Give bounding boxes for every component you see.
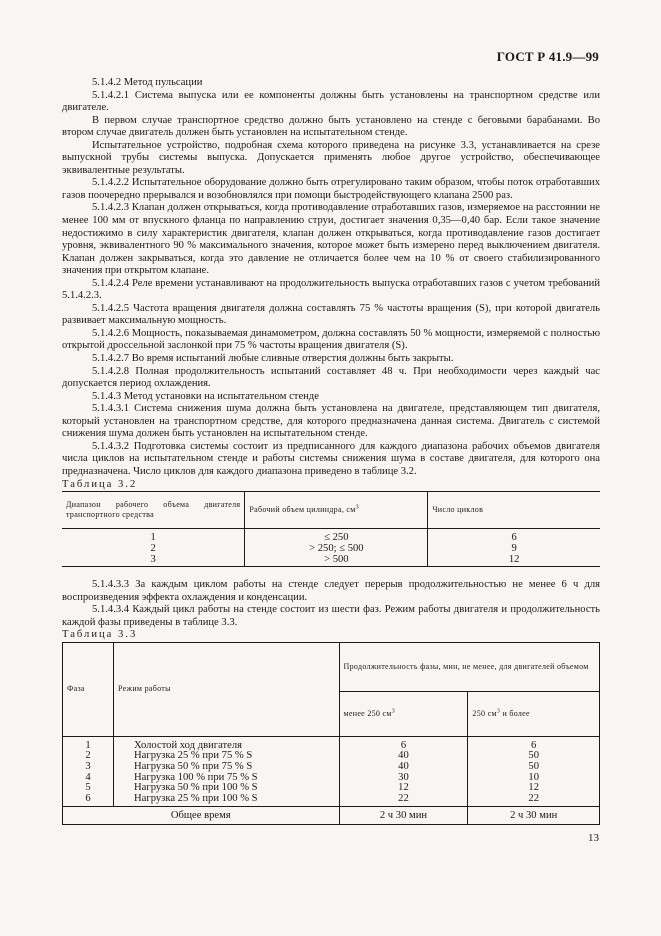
section-heading: 5.1.4.2 Метод пульсации [92, 77, 203, 88]
paragraph: 5.1.4.3.4 Каждый цикл работы на стенде состоит из шести фаз. Режим работы двигателя и продолжительность каждой фазы приведены в таблице 3.3. [62, 604, 600, 628]
table-cell: 10 [468, 773, 600, 784]
paragraph: 5.1.4.3.1 Система снижения шума должна быть установлена на двигателе, представляющем тип двигателя, который установлен на транспортном средстве, для которого предназначена данная система. Двигатель с системой снижения шума должен быть установлен на испытательном стенде. [62, 403, 600, 440]
table-cell: 50 [468, 762, 600, 773]
table-cell: 2 [62, 543, 245, 554]
table-cell: 1 [62, 529, 245, 544]
paragraph: 5.1.4.2.1 Система выпуска или ее компоненты должны быть установлены на транспортном средстве или двигателе. [62, 89, 600, 114]
table-row [62, 554, 600, 567]
table-cell: 4 [63, 773, 114, 784]
column-header: Рабочий объем цилиндра, $см^3$ [245, 492, 428, 529]
table-cell: 3 [63, 762, 114, 773]
table-row [62, 529, 600, 544]
table-header-row [63, 642, 600, 691]
table-total-row [63, 807, 600, 825]
document-code: ГОСТ Р 41.9—99 [496, 49, 599, 64]
table-cell: > 250; ≤ 500 [245, 543, 428, 554]
table-cell: Нагрузка 50 % при 100 % S [114, 783, 340, 794]
table-row [63, 736, 600, 751]
table-caption: Таблица 3.3 [62, 629, 138, 641]
table-cell: ≤ 250 [245, 529, 428, 544]
table-cell: Нагрузка 25 % при 100 % S [114, 794, 340, 807]
table-cell: 22 [339, 794, 468, 807]
paragraph: В первом случае транспортное средство должно быть установлено на стенде с беговыми барабанами. Во втором случае двигатель должен быть установлен на испытательном стенде. [62, 114, 600, 139]
paragraph: Испытательное устройство, подробная схема которого приведена на рисунке 3.3, устанавливается на срезе выпускной трубы системы выпуска. Допускается применять любое другое устройство, обеспечивающее эквивалентные результаты. [62, 139, 600, 176]
table-cell: 2 ч 30 мин [339, 807, 468, 825]
table-cell: 6 [468, 736, 600, 751]
table-3-3 [62, 642, 600, 826]
paragraph: 5.1.4.2.2 Испытательное оборудование должно быть отрегулировано таким образом, чтобы поток отработавших газов поочередно прерывался и возобновлялся при помощи быстродействующего клапана 2500 раз. [62, 177, 600, 201]
table-cell: 1 [63, 736, 114, 751]
table-cell: 6 [428, 529, 600, 544]
table-cell: 12 [428, 554, 600, 567]
table-row [62, 543, 600, 554]
section-heading: 5.1.4.3 Метод установки на испытательном стенде [92, 390, 319, 402]
table-cell: Нагрузка 25 % при 75 % S [114, 751, 340, 762]
table-cell: 5 [63, 783, 114, 794]
column-header: Продолжительность фазы, мин, не менее, для двигателей объемом [339, 642, 599, 691]
table-cell: 30 [339, 773, 468, 784]
table-cell: Холостой ход двигателя [114, 736, 340, 751]
column-header: 250 $см^3$ и более [468, 691, 600, 736]
paragraph: 5.1.4.2.6 Мощность, показываемая динамометром, должна составлять 50 % мощности, измеряемой с полностью открытой дроссельной заслонкой при 75 % частоты вращения двигателя (S). [62, 327, 600, 352]
page-body [62, 77, 600, 825]
table-row [63, 762, 600, 773]
table-cell: 40 [339, 751, 468, 762]
table-cell: 22 [468, 794, 600, 807]
table-cell: 6 [63, 794, 114, 807]
paragraph: 5.1.4.3.2 Подготовка системы состоит из предписанного для каждого диапазона рабочих объемов двигателя числа циклов на испытательном стенде и работы системы снижения шума в составе двигателя, для которого она предназначена. Число циклов для каждого диапазона приведено в таблице 3.2. [62, 440, 600, 477]
column-header: менее 250 $см^3$ [339, 691, 468, 736]
table-row [63, 794, 600, 807]
table-cell: 2 [63, 751, 114, 762]
table-3-2 [62, 491, 600, 567]
table-cell: 3 [62, 554, 245, 567]
table-cell: 6 [339, 736, 468, 751]
table-cell: 2 ч 30 мин [468, 807, 600, 825]
table-cell: 12 [339, 783, 468, 794]
paragraph: 5.1.4.2.7 Во время испытаний любые сливные отверстия должны быть закрыты. [92, 353, 454, 365]
table-cell: Нагрузка 100 % при 75 % S [114, 773, 340, 784]
column-header: Диапазон рабочего объема двигателя транспортного средства [62, 492, 245, 529]
table-cell: > 500 [245, 554, 428, 567]
table-caption: Таблица 3.2 [62, 478, 138, 490]
total-label: Общее время [63, 807, 340, 825]
column-header: Фаза [63, 642, 114, 736]
table-cell: 40 [339, 762, 468, 773]
table-cell: 9 [428, 543, 600, 554]
column-header: Число циклов [428, 492, 600, 529]
paragraph: 5.1.4.3.3 За каждым циклом работы на стенде следует перерыв продолжительностью не менее 6 ч для воспроизведения эффекта охлаждения и конденсации. [62, 579, 600, 603]
table-cell: Нагрузка 50 % при 75 % S [114, 762, 340, 773]
column-header: Режим работы [114, 642, 340, 736]
paragraph: 5.1.4.2.4 Реле времени устанавливают на продолжительность выпуска отработавших газов с учетом требований 5.1.4.2.3. [62, 277, 600, 302]
paragraph: 5.1.4.2.3 Клапан должен открываться, когда противодавление отработавших газов, измеряемое на расстоянии не менее 100 мм от впускного фланца по направлению струи, достигает значения 0,35—0,40 бар. Если такое значение недостижимо в силу характеристик двигателя, клапан должен открываться, когда противодавление газов достигает уровня, эквивалентного 90 % максимального значения, которое может быть измерено перед выключением двигателя. Клапан должен закрываться, когда это давление не отличается более чем на 10 % от своего стабилизированного значения при открытом клапане. [62, 202, 600, 277]
table-cell: 12 [468, 783, 600, 794]
paragraph: 5.1.4.2.5 Частота вращения двигателя должна составлять 75 % частоты вращения (S), при которой двигатель развивает максимальную мощность. [62, 302, 600, 327]
table-cell: 50 [468, 751, 600, 762]
page-number: 13 [588, 832, 599, 844]
paragraph: 5.1.4.2.8 Полная продолжительность испытаний составляет 48 ч. При необходимости через каждый час допускается период охлаждения. [62, 365, 600, 390]
table-header-row [62, 492, 600, 529]
